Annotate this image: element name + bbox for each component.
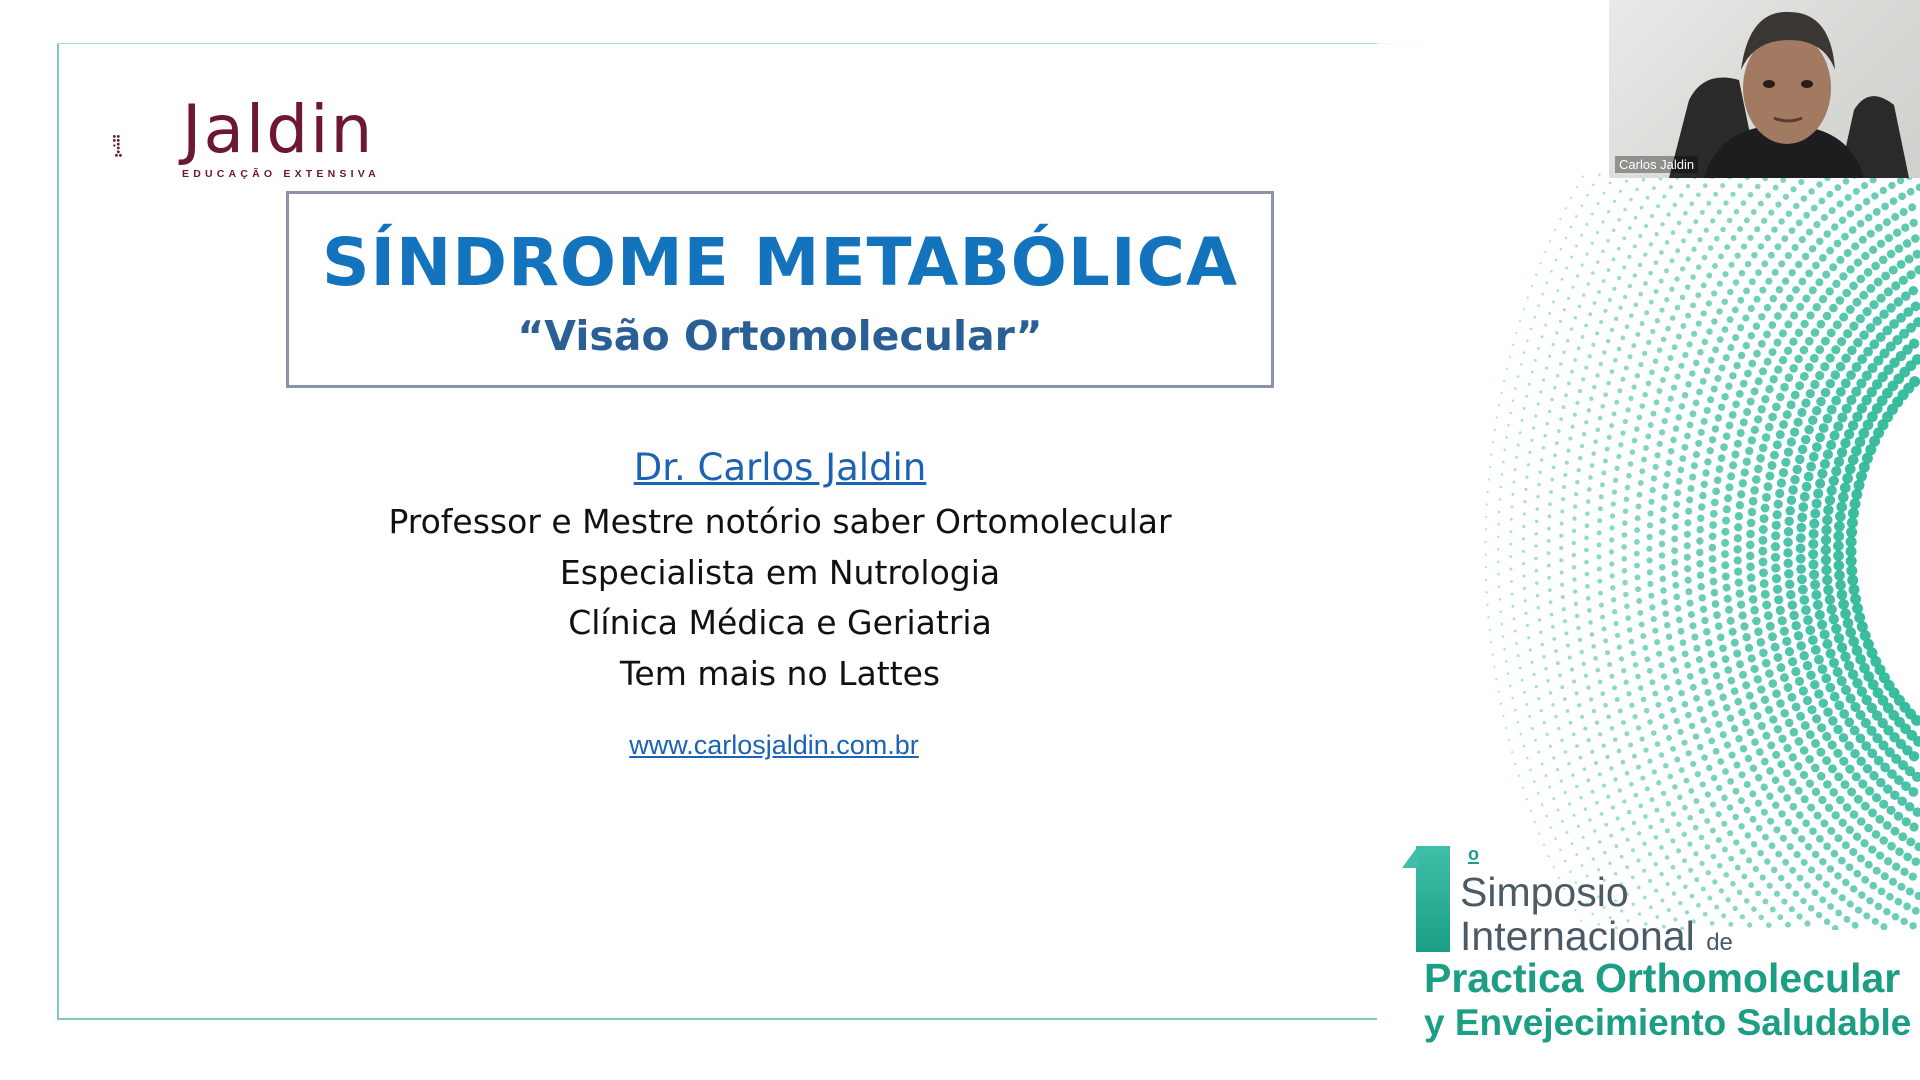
website-link[interactable]: www.carlosjaldin.com.br bbox=[629, 730, 919, 760]
symposium-line-4: y Envejecimiento Saludable bbox=[1424, 1002, 1912, 1043]
symposium-line-2-suffix: de bbox=[1706, 929, 1733, 956]
symposium-number-graphic bbox=[1416, 846, 1450, 952]
logo-tagline: EDUCAÇÃO EXTENSIVA bbox=[182, 168, 380, 180]
symposium-line-3: Practica Orthomolecular bbox=[1424, 955, 1901, 1001]
title-box bbox=[286, 191, 1274, 388]
symposium-line-2-text: Internacional bbox=[1460, 913, 1695, 959]
jaldin-logo-icon bbox=[112, 96, 182, 196]
participant-video-tile[interactable] bbox=[1609, 0, 1920, 178]
credential-line: Professor e Mestre notório saber Ortomolecular bbox=[388, 502, 1172, 541]
symposium-line-1: Simposio bbox=[1460, 869, 1629, 915]
credential-line: Tem mais no Lattes bbox=[619, 654, 941, 693]
credential-line: Especialista em Nutrologia bbox=[559, 553, 1001, 592]
slide-title: SÍNDROME METABÓLICA bbox=[321, 224, 1239, 301]
participant-silhouette-icon bbox=[1609, 0, 1920, 178]
logo-wordmark: Jaldin bbox=[182, 91, 375, 168]
presenter-name-link[interactable]: Dr. Carlos Jaldin bbox=[633, 446, 927, 489]
slide-subtitle: “Visão Ortomolecular” bbox=[517, 312, 1043, 360]
credential-line: Clínica Médica e Geriatria bbox=[568, 603, 992, 642]
participant-name-label: Carlos Jaldin bbox=[1615, 156, 1698, 173]
halftone-dots-decoration bbox=[1480, 170, 1920, 930]
symposium-line-2 bbox=[1460, 913, 1733, 959]
symposium-ordinal: o bbox=[1468, 844, 1479, 864]
